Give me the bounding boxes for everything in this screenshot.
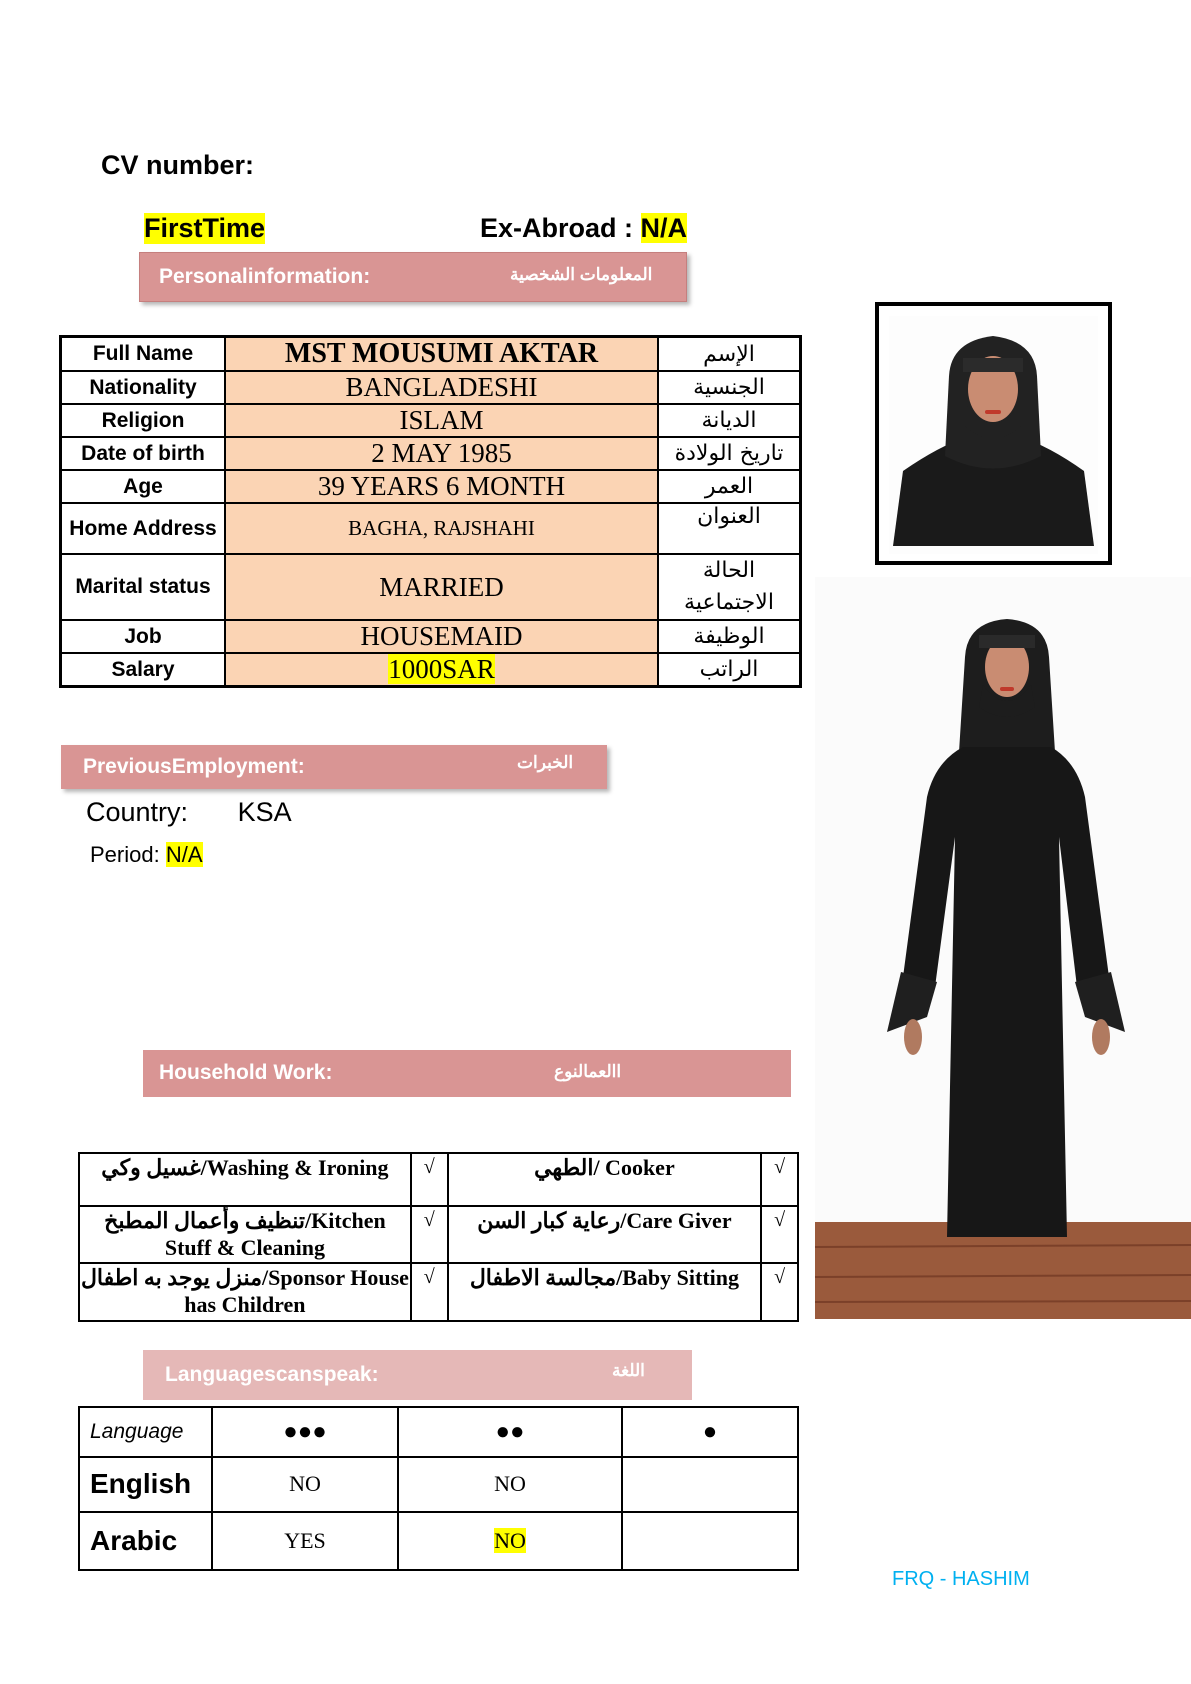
portrait-image bbox=[879, 306, 1108, 561]
row-label: Salary bbox=[61, 653, 226, 687]
previous-employment-title: PreviousEmployment: bbox=[83, 755, 305, 778]
row-label: Marital status bbox=[61, 554, 226, 620]
level-three-dots: ●●● bbox=[212, 1407, 398, 1457]
previous-employment-header bbox=[61, 745, 607, 789]
nationality-value: BANGLADESHI bbox=[225, 371, 658, 404]
household-work-title: Household Work: bbox=[159, 1061, 333, 1084]
languages-table bbox=[78, 1406, 799, 1571]
skill-cell: مجالسة الاطفال/Baby Sitting bbox=[448, 1263, 761, 1321]
full-body-photo bbox=[815, 577, 1191, 1319]
job-value: HOUSEMAID bbox=[225, 620, 658, 653]
check-mark: √ bbox=[761, 1263, 798, 1321]
table-row bbox=[61, 470, 801, 503]
table-row bbox=[79, 1457, 798, 1513]
language-level bbox=[622, 1512, 798, 1570]
marital-value: MARRIED bbox=[225, 554, 658, 620]
language-level: YES bbox=[212, 1512, 398, 1570]
language-level bbox=[622, 1457, 798, 1513]
religion-value: ISLAM bbox=[225, 404, 658, 437]
previous-employment-title-ar: الخبرات bbox=[517, 753, 574, 772]
row-label: Date of birth bbox=[61, 437, 226, 470]
languages-title: Languagescanspeak: bbox=[165, 1363, 379, 1386]
row-label-ar: الراتب bbox=[658, 653, 801, 687]
row-label-ar: الجنسية bbox=[658, 371, 801, 404]
table-row bbox=[61, 653, 801, 687]
salary-cell bbox=[225, 653, 658, 687]
table-row bbox=[79, 1263, 798, 1321]
check-mark: √ bbox=[761, 1206, 798, 1263]
languages-title-ar: اللغة bbox=[612, 1361, 645, 1380]
footer-signature: FRQ - HASHIM bbox=[892, 1568, 1030, 1590]
language-name: English bbox=[79, 1457, 212, 1513]
household-work-title-ar: االعمالنوع bbox=[554, 1062, 622, 1081]
dob-value: 2 MAY 1985 bbox=[225, 437, 658, 470]
languages-header bbox=[143, 1350, 692, 1400]
skill-cell: غسيل وكي/Washing & Ironing bbox=[79, 1153, 411, 1206]
row-label-ar: تاريخ الولادة bbox=[658, 437, 801, 470]
language-name: Arabic bbox=[79, 1512, 212, 1570]
table-row bbox=[79, 1153, 798, 1206]
skill-cell: رعاية كبار السن/Care Giver bbox=[448, 1206, 761, 1263]
language-level: NO bbox=[398, 1457, 622, 1513]
ex-abroad-label: Ex-Abroad : bbox=[480, 213, 641, 243]
table-row bbox=[61, 337, 801, 372]
row-label: Religion bbox=[61, 404, 226, 437]
row-label: Nationality bbox=[61, 371, 226, 404]
personal-info-title: Personalinformation: bbox=[159, 265, 371, 288]
table-row bbox=[79, 1407, 798, 1457]
table-row bbox=[79, 1512, 798, 1570]
ex-abroad bbox=[480, 213, 687, 244]
salary-value: 1000SAR bbox=[388, 654, 495, 684]
table-row bbox=[79, 1206, 798, 1263]
row-label: Job bbox=[61, 620, 226, 653]
portrait-photo bbox=[875, 302, 1112, 565]
skill-cell: الطهي/ Cooker bbox=[448, 1153, 761, 1206]
row-label-ar: الإسم bbox=[658, 337, 801, 372]
language-level: NO bbox=[212, 1457, 398, 1513]
household-work-table bbox=[78, 1152, 799, 1322]
table-row bbox=[61, 437, 801, 470]
country-row bbox=[86, 797, 292, 828]
language-level: NO bbox=[494, 1528, 526, 1554]
full-name-value: MST MOUSUMI AKTAR bbox=[225, 337, 658, 372]
table-row bbox=[61, 503, 801, 554]
full-body-image bbox=[815, 577, 1191, 1319]
table-row bbox=[61, 620, 801, 653]
table-row bbox=[61, 404, 801, 437]
period-value: N/A bbox=[165, 842, 203, 867]
period-row bbox=[90, 842, 203, 868]
check-mark: √ bbox=[411, 1263, 448, 1321]
period-label: Period: bbox=[90, 842, 166, 867]
personal-info-table bbox=[59, 335, 802, 688]
row-label-ar: الحالة الاجتماعية bbox=[658, 554, 801, 620]
level-one-dot: ● bbox=[622, 1407, 798, 1457]
household-work-header bbox=[143, 1050, 791, 1097]
personal-info-header bbox=[139, 252, 687, 302]
first-time-tag: FirstTime bbox=[144, 213, 266, 243]
address-value: BAGHA, RAJSHAHI bbox=[225, 503, 658, 554]
personal-info-title-ar: المعلومات الشخصية bbox=[510, 265, 653, 284]
language-level-cell bbox=[398, 1512, 622, 1570]
ex-abroad-value: N/A bbox=[640, 213, 688, 243]
row-label: Age bbox=[61, 470, 226, 503]
country-value: KSA bbox=[237, 797, 292, 827]
check-mark: √ bbox=[761, 1153, 798, 1206]
row-label-ar: الديانة bbox=[658, 404, 801, 437]
country-label: Country: bbox=[86, 797, 189, 827]
row-label-ar: العمر bbox=[658, 470, 801, 503]
language-column-header: Language bbox=[79, 1407, 212, 1457]
skill-cell: تنظيف وأعمال المطبخ/Kitchen Stuff & Cleaning bbox=[79, 1206, 411, 1263]
age-value: 39 YEARS 6 MONTH bbox=[225, 470, 658, 503]
row-label-ar: الوظيفة bbox=[658, 620, 801, 653]
check-mark: √ bbox=[411, 1206, 448, 1263]
table-row bbox=[61, 554, 801, 620]
skill-cell: منزل يوجد به اطفال/Sponsor House has Children bbox=[79, 1263, 411, 1321]
table-row bbox=[61, 371, 801, 404]
row-label-ar: العنوان bbox=[658, 503, 801, 554]
check-mark: √ bbox=[411, 1153, 448, 1206]
level-two-dots: ●● bbox=[398, 1407, 622, 1457]
cv-number-label: CV number: bbox=[101, 150, 255, 180]
row-label: Home Address bbox=[61, 503, 226, 554]
row-label: Full Name bbox=[61, 337, 226, 372]
